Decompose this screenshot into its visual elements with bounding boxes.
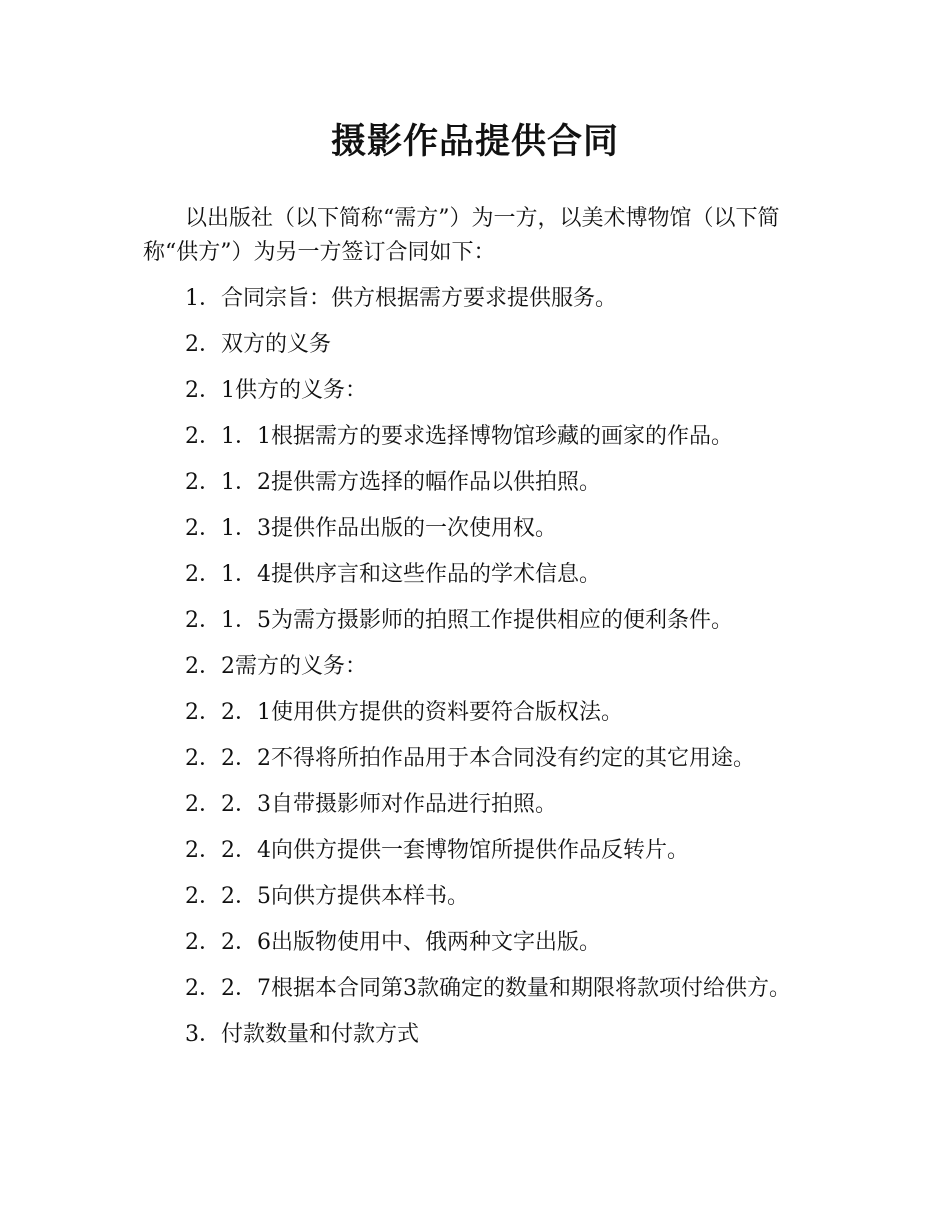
clause-2: 2．双方的义务 (185, 332, 331, 357)
clause-2-1-2: 2．1．2提供需方选择的幅作品以供拍照。 (185, 470, 601, 495)
clause-2-2-7: 2．2．7根据本合同第3款确定的数量和期限将款项付给供方。 (185, 976, 791, 1001)
clause-2-1-4: 2．1．4提供序言和这些作品的学术信息。 (185, 562, 601, 587)
clause-1: 1．合同宗旨：供方根据需方要求提供服务。 (185, 286, 617, 311)
clause-2-2-2: 2．2．2不得将所拍作品用于本合同没有约定的其它用途。 (185, 746, 755, 771)
clause-2-2-1: 2．2．1使用供方提供的资料要符合版权法。 (185, 700, 623, 725)
clause-2-1-3: 2．1．3提供作品出版的一次使用权。 (185, 516, 557, 541)
clause-3: 3．付款数量和付款方式 (185, 1022, 419, 1047)
clause-2-1: 2．1供方的义务： (185, 378, 367, 403)
clause-2-2-3: 2．2．3自带摄影师对作品进行拍照。 (185, 792, 557, 817)
clause-2-2-4: 2．2．4向供方提供一套博物馆所提供作品反转片。 (185, 838, 689, 863)
document-title: 摄影作品提供合同 (330, 122, 619, 162)
document-body (143, 202, 813, 1064)
clause-2-2-5: 2．2．5向供方提供本样书。 (185, 884, 469, 909)
clause-2-2-6: 2．2．6出版物使用中、俄两种文字出版。 (185, 930, 601, 955)
intro-paragraph: 以出版社（以下简称“需方”）为一方，以美术博物馆（以下简称“供方”）为另一方签订合同如下： (143, 206, 780, 265)
clause-2-1-1: 2．1．1根据需方的要求选择博物馆珍藏的画家的作品。 (185, 424, 733, 449)
clause-2-2: 2．2需方的义务： (185, 654, 367, 679)
clause-2-1-5: 2．1．5为需方摄影师的拍照工作提供相应的便利条件。 (185, 608, 733, 633)
